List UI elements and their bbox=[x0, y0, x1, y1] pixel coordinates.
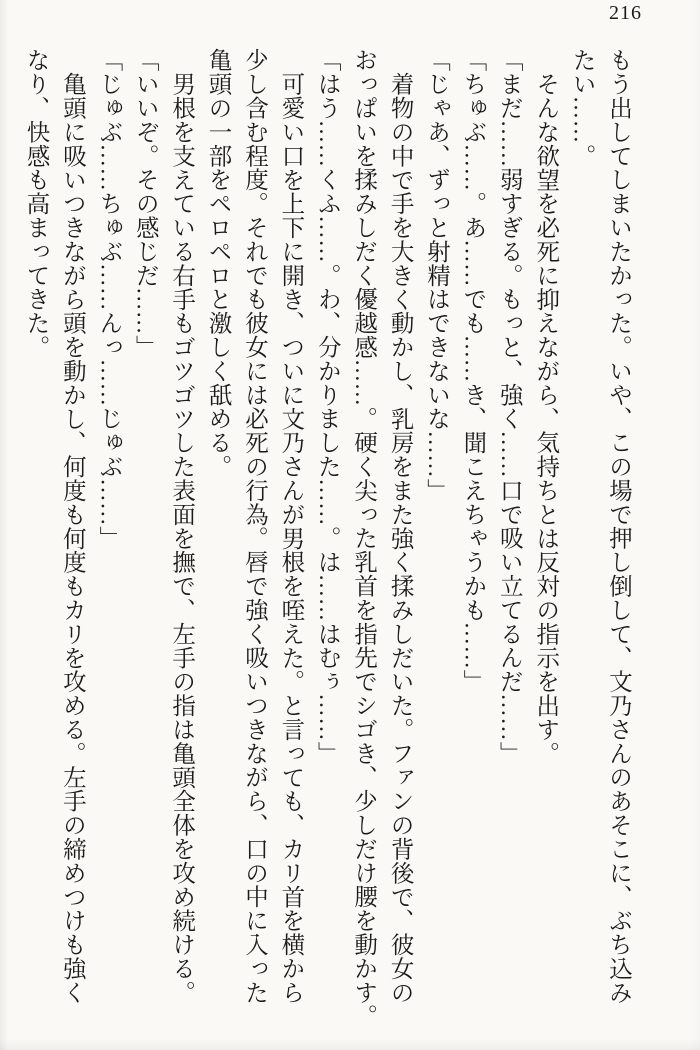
text-column: もう出してしまいたかった。いや、この場で押し倒して、文乃さんのあそこに、ぶち込み bbox=[605, 48, 631, 1004]
text-column: 着物の中で手を大きく動かし、乳房をまた強く揉みしだいた。ファンの背後で、彼女の bbox=[386, 72, 413, 1005]
text-column: 「ちゅぶ……。あ……でも……き、聞こえちゃうかも……」 bbox=[459, 48, 486, 694]
text-column: おっぱいを揉みしだく優越感……。硬く尖った乳首を指先でシゴき、少しだけ腰を動かす。 bbox=[350, 48, 377, 1028]
text-column: 「いいぞ。その感じだ……」 bbox=[131, 48, 158, 359]
text-column: 亀頭に吸いつきながら頭を動かし、何度も何度もカリを攻める。左手の締めつけも強く bbox=[58, 72, 85, 1005]
text-column: 「まだ……弱すぎる。もっと、強く……口で吸い立てるんだ……」 bbox=[495, 48, 522, 765]
text-column: 「じゃあ、ずっと射精はできないな……」 bbox=[422, 48, 449, 503]
text-column: 男根を支えている右手もゴツゴツした表面を撫で、左手の指は亀頭全体を攻め続ける。 bbox=[168, 72, 195, 1005]
text-column: 少し含む程度。それでも彼女には必死の行為。唇で強く吸いつきながら、口の中に入った bbox=[240, 48, 267, 1004]
text-column: そんな欲望を必死に抑えながら、気持ちとは反対の指示を出す。 bbox=[532, 72, 559, 766]
text-column: なり、快感も高まってきた。 bbox=[22, 48, 49, 359]
vertical-text-area bbox=[17, 48, 636, 1050]
text-column: 可愛い口を上下に開き、ついに文乃さんが男根を咥えた。と言っても、カリ首を横から bbox=[277, 72, 304, 1005]
text-column: 「はう……くふ……。わ、分かりました……。は……はむぅ……」 bbox=[313, 48, 340, 765]
text-column: 亀頭の一部をペロペロと激しく舐める。 bbox=[204, 48, 231, 479]
text-column: 「じゅぶ……ちゅぶ……んっ……じゅぶ……」 bbox=[95, 48, 122, 550]
text-column: たい……。 bbox=[568, 48, 595, 168]
page-number: 216 bbox=[609, 2, 642, 24]
